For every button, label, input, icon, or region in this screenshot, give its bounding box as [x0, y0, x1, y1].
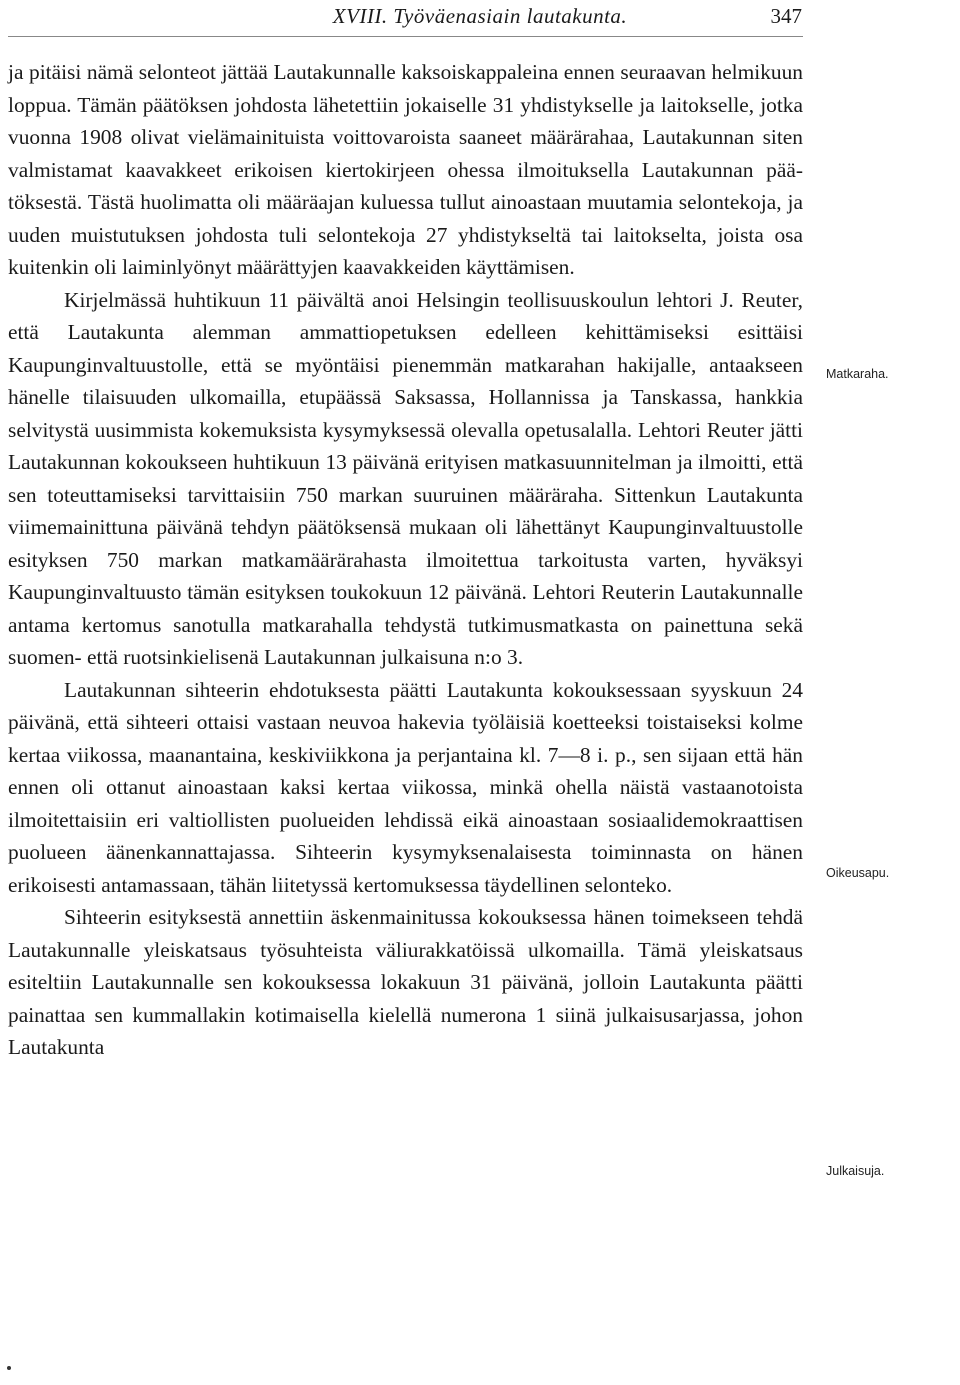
- body-text: [8, 56, 803, 1064]
- header-rule: [8, 36, 803, 37]
- margin-note-matkaraha: Matkaraha.: [826, 367, 889, 381]
- paragraph-julkaisuja: Sihteerin esityksestä annettiin äskenmainitussa kokouksessa hänen toimekseen tehdä Lautakunnalle yleiskatsaus työsuhteista väliurakkatöissä ulkomailla. Tämä yleiskatsaus esiteltiin Lautakunnalle sen kokouksessa lokakuun 31 päivänä, jolloin Lautakunta päätti painattaa sen kummallakin kotimaisella kielellä numerona 1 siinä julkaisusarjassa, johon Lautakunta: [8, 905, 803, 1059]
- paragraph-selonteot: ja pitäisi nämä selonteot jättää Lautakunnalle kaksoiskappaleina ennen seuraavan helmikuun loppua. Tämän päätöksen johdosta lähetettiin jokaiselle 31 yhdistykselle ja laitokselle, jotka vuonna 1908 olivat vielämainituista voittovaroista saaneet määrärahaa, Lautakunnan siten valmistamat kaavakkeet erikoisen kiertokirjeen ohessa ilmoituksella Lautakunnan päätöksestä. Tästä huolimatta oli määräajan kuluessa tullut ainoastaan muutamia selontekoja, ja uuden muistutuksen johdosta tuli selontekoja 27 yhdistykseltä tai laitokselta, joista osa kuitenkin oli laiminlyönyt määrättyjen kaavakkeiden käyttämisen.: [8, 60, 803, 279]
- running-head-title: XVIII. Työväenasiain lautakunta.: [332, 4, 628, 28]
- paragraph-matkaraha: Kirjelmässä huhtikuun 11 päivältä anoi Helsingin teollisuuskoulun lehtori J. Reuter, että Lautakunta alemman ammattiopetuksen edelleen kehittämiseksi esittäisi Kaupunginvaltuustolle, että se myöntäisi pienemmän matkarahan hakijalle, antaakseen hänelle tilaisuuden ulkomailla, etupäässä Saksassa, Hollannissa ja Tanskassa, hankkia selvitystä uusimmista kokemuksista kysymyksessä olevalla opetusalalla. Lehtori Reuter jätti Lautakunnan kokoukseen huhtikuun 13 päivänä erityisen matkasuunnitelman ja ilmoitti, että sen toteuttamiseksi tarvittaisiin 750 markan suuruinen määräraha. Sittenkun Lautakunta viimemainittuna päivänä tehdyn päätöksensä mukaan oli lähettänyt Kaupunginvaltuustolle esityksen 750 markan matkamäärärahasta ilmoitettua tarkoitusta varten, hyväksyi Kaupunginvaltuusto tämän esityksen toukokuun 12 päivänä. Lehtori Reuterin Lautakunnalle antama kertomus sanotulla matkarahalla tehdystä tutkimusmatkasta on painettuna sekä suomen- että ruotsinkielisenä Lautakunnan julkaisuna n:o 3.: [8, 287, 803, 669]
- margin-note-julkaisuja: Julkaisuja.: [826, 1164, 885, 1178]
- ink-dot: [7, 1366, 11, 1370]
- paragraph-oikeusapu: Lautakunnan sihteerin ehdotuksesta päätti Lautakunta kokouksessaan syyskuun 24 päivänä, että sihteeri ottaisi vastaan neuvoa hakevia työläisiä koetteeksi toistaiseksi kolme kertaa viikossa, maanantaina, keskiviikkona ja perjantaina kl. 7—8 i. p., sen sijaan että hän ennen oli ottanut ainoastaan kaksi kertaa viikossa, minkä ohella näistä vastaanotoista ilmoitettaisiin eri valtiollisten puolueiden lehdissä eikä ainoastaan sosiaalidemokraattisen puolueen äänenkannattajassa. Sihteerin kysymyksenalaisesta toiminnasta on hänen erikoisesti antamassaan, tähän liitetyssä kertomuksessa täydellinen selonteko.: [8, 677, 803, 897]
- margin-note-oikeusapu: Oikeusapu.: [826, 866, 890, 880]
- running-head: [0, 4, 960, 34]
- page-number: 347: [770, 4, 802, 28]
